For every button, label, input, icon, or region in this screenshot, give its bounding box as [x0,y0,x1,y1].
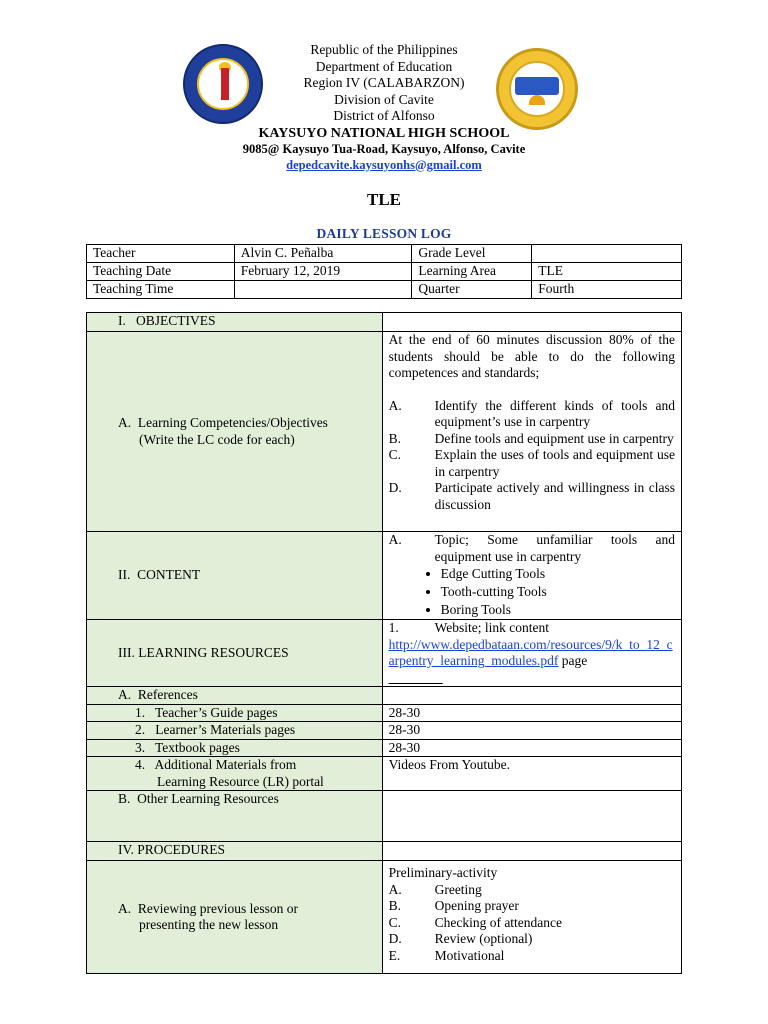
list-item: C. Explain the uses of tools and equipment use in carpentry [388,447,675,479]
grade-label: Grade Level [412,245,532,263]
time-value [234,281,412,299]
objectives-heading: I. OBJECTIVES [87,313,383,332]
table-row [87,861,682,974]
list-item: 1. Website; link content [388,620,549,635]
resources-label: III. LEARNING RESOURCES [87,620,383,687]
references-blank [382,687,681,705]
date-value: February 12, 2019 [234,263,412,281]
quarter-label: Quarter [412,281,532,299]
teacher-label: Teacher [87,245,235,263]
procedures-heading: IV. PROCEDURES [87,842,383,861]
list-item: E. Motivational [388,947,505,963]
lesson-table [86,312,682,974]
header-line: Republic of the Philippines [310,42,458,57]
school-email-link[interactable]: depedcavite.kaysuyonhs@gmail.com [286,157,482,172]
quarter-value: Fourth [532,281,682,299]
resource-link[interactable]: http://www.depedbataan.com/resources/9/k_to_12_carpentry_learning_modules.pdf [388,636,673,668]
resources-text [382,620,681,687]
grade-value [532,245,682,263]
list-item: • Edge Cutting Tools [441,565,675,583]
objectives-label-b: (Write the LC code for each) [139,431,295,447]
list-item: D. Participate actively and willingness in class discussion [388,480,675,512]
reference-label: 3. Textbook pages [87,739,383,757]
list-item: D. Review (optional) [388,931,533,946]
references-label: A. References [87,687,383,705]
table-row [87,687,682,705]
reference-label: 2. Learner’s Materials pages [87,722,383,740]
area-label: Learning Area [412,263,532,281]
table-row [87,245,682,263]
procedures-blank [382,842,681,861]
procedures-text [382,861,681,974]
other-resources-label: B. Other Learning Resources [87,791,383,842]
procedures-label [87,861,383,974]
list-item: • Boring Tools [441,601,675,619]
list-item: B. Opening prayer [388,898,519,913]
content-text [382,532,681,620]
objectives-blank [382,313,681,332]
objectives-label-a: A. Learning Competencies/Objectives [118,415,328,430]
school-name: KAYSUYO NATIONAL HIGH SCHOOL [258,125,510,141]
table-row [87,739,682,757]
other-resources-value [382,791,681,842]
table-row [87,722,682,740]
list-item: A. Identify the different kinds of tools and equipment’s use in carpentry [388,397,675,429]
procedures-label-b: presenting the new lesson [139,917,279,932]
table-row [87,620,682,687]
header-line: Division of Cavite [334,91,434,107]
reference-value: 28-30 [382,739,681,757]
letterhead [0,42,768,173]
objectives-text [382,332,681,532]
table-row [87,332,682,532]
table-row [87,791,682,842]
table-row [87,313,682,332]
header-line: Department of Education [315,58,453,74]
page-blank: ________ [388,669,443,685]
table-row [87,532,682,620]
procedures-label-a: A. Reviewing previous lesson or [118,900,298,916]
subject-title: TLE [366,190,402,209]
list-item: • Tooth-cutting Tools [441,583,675,601]
procedures-title: Preliminary-activity [388,865,498,880]
reference-value: 28-30 [382,722,681,740]
table-row [87,757,682,791]
table-row [87,842,682,861]
teacher-value: Alvin C. Peñalba [234,245,412,263]
reference-value: Videos From Youtube. [382,757,681,791]
header-line: District of Alfonso [333,108,435,123]
time-label: Teaching Time [87,281,235,299]
list-item: A. Topic; Some unfamiliar tools and equipment use in carpentry [388,532,675,564]
objectives-intro: At the end of 60 minutes discussion 80% of the students should be able to do the following competences and standards; [388,332,675,380]
header-line: Region IV (CALABARZON) [303,75,465,90]
area-value: TLE [532,263,682,281]
content-bullets [389,565,675,619]
info-table [86,244,682,299]
table-row [87,281,682,299]
content-label: II. CONTENT [87,532,383,620]
reference-value: 28-30 [382,704,681,722]
list-item: B. Define tools and equipment use in carpentry [388,430,674,446]
reference-label-line: 4. Additional Materials from [135,757,297,772]
reference-label-line: Learning Resource (LR) portal [157,773,324,789]
reference-label [87,757,383,791]
reference-label: 1. Teacher’s Guide pages [87,704,383,722]
date-label: Teaching Date [87,263,235,281]
list-item: A. Greeting [388,881,482,897]
table-row [87,263,682,281]
objectives-label [87,332,383,532]
log-title: DAILY LESSON LOG [316,226,452,241]
resources-link-line: http://www.depedbataan.com/resources/9/k_to_12_carpentry_learning_modules.pdf page [388,636,673,668]
list-item: C. Checking of attendance [388,914,563,930]
table-row [87,704,682,722]
school-address: 9085@ Kaysuyo Tua-Road, Kaysuyo, Alfonso, Cavite [242,141,526,156]
